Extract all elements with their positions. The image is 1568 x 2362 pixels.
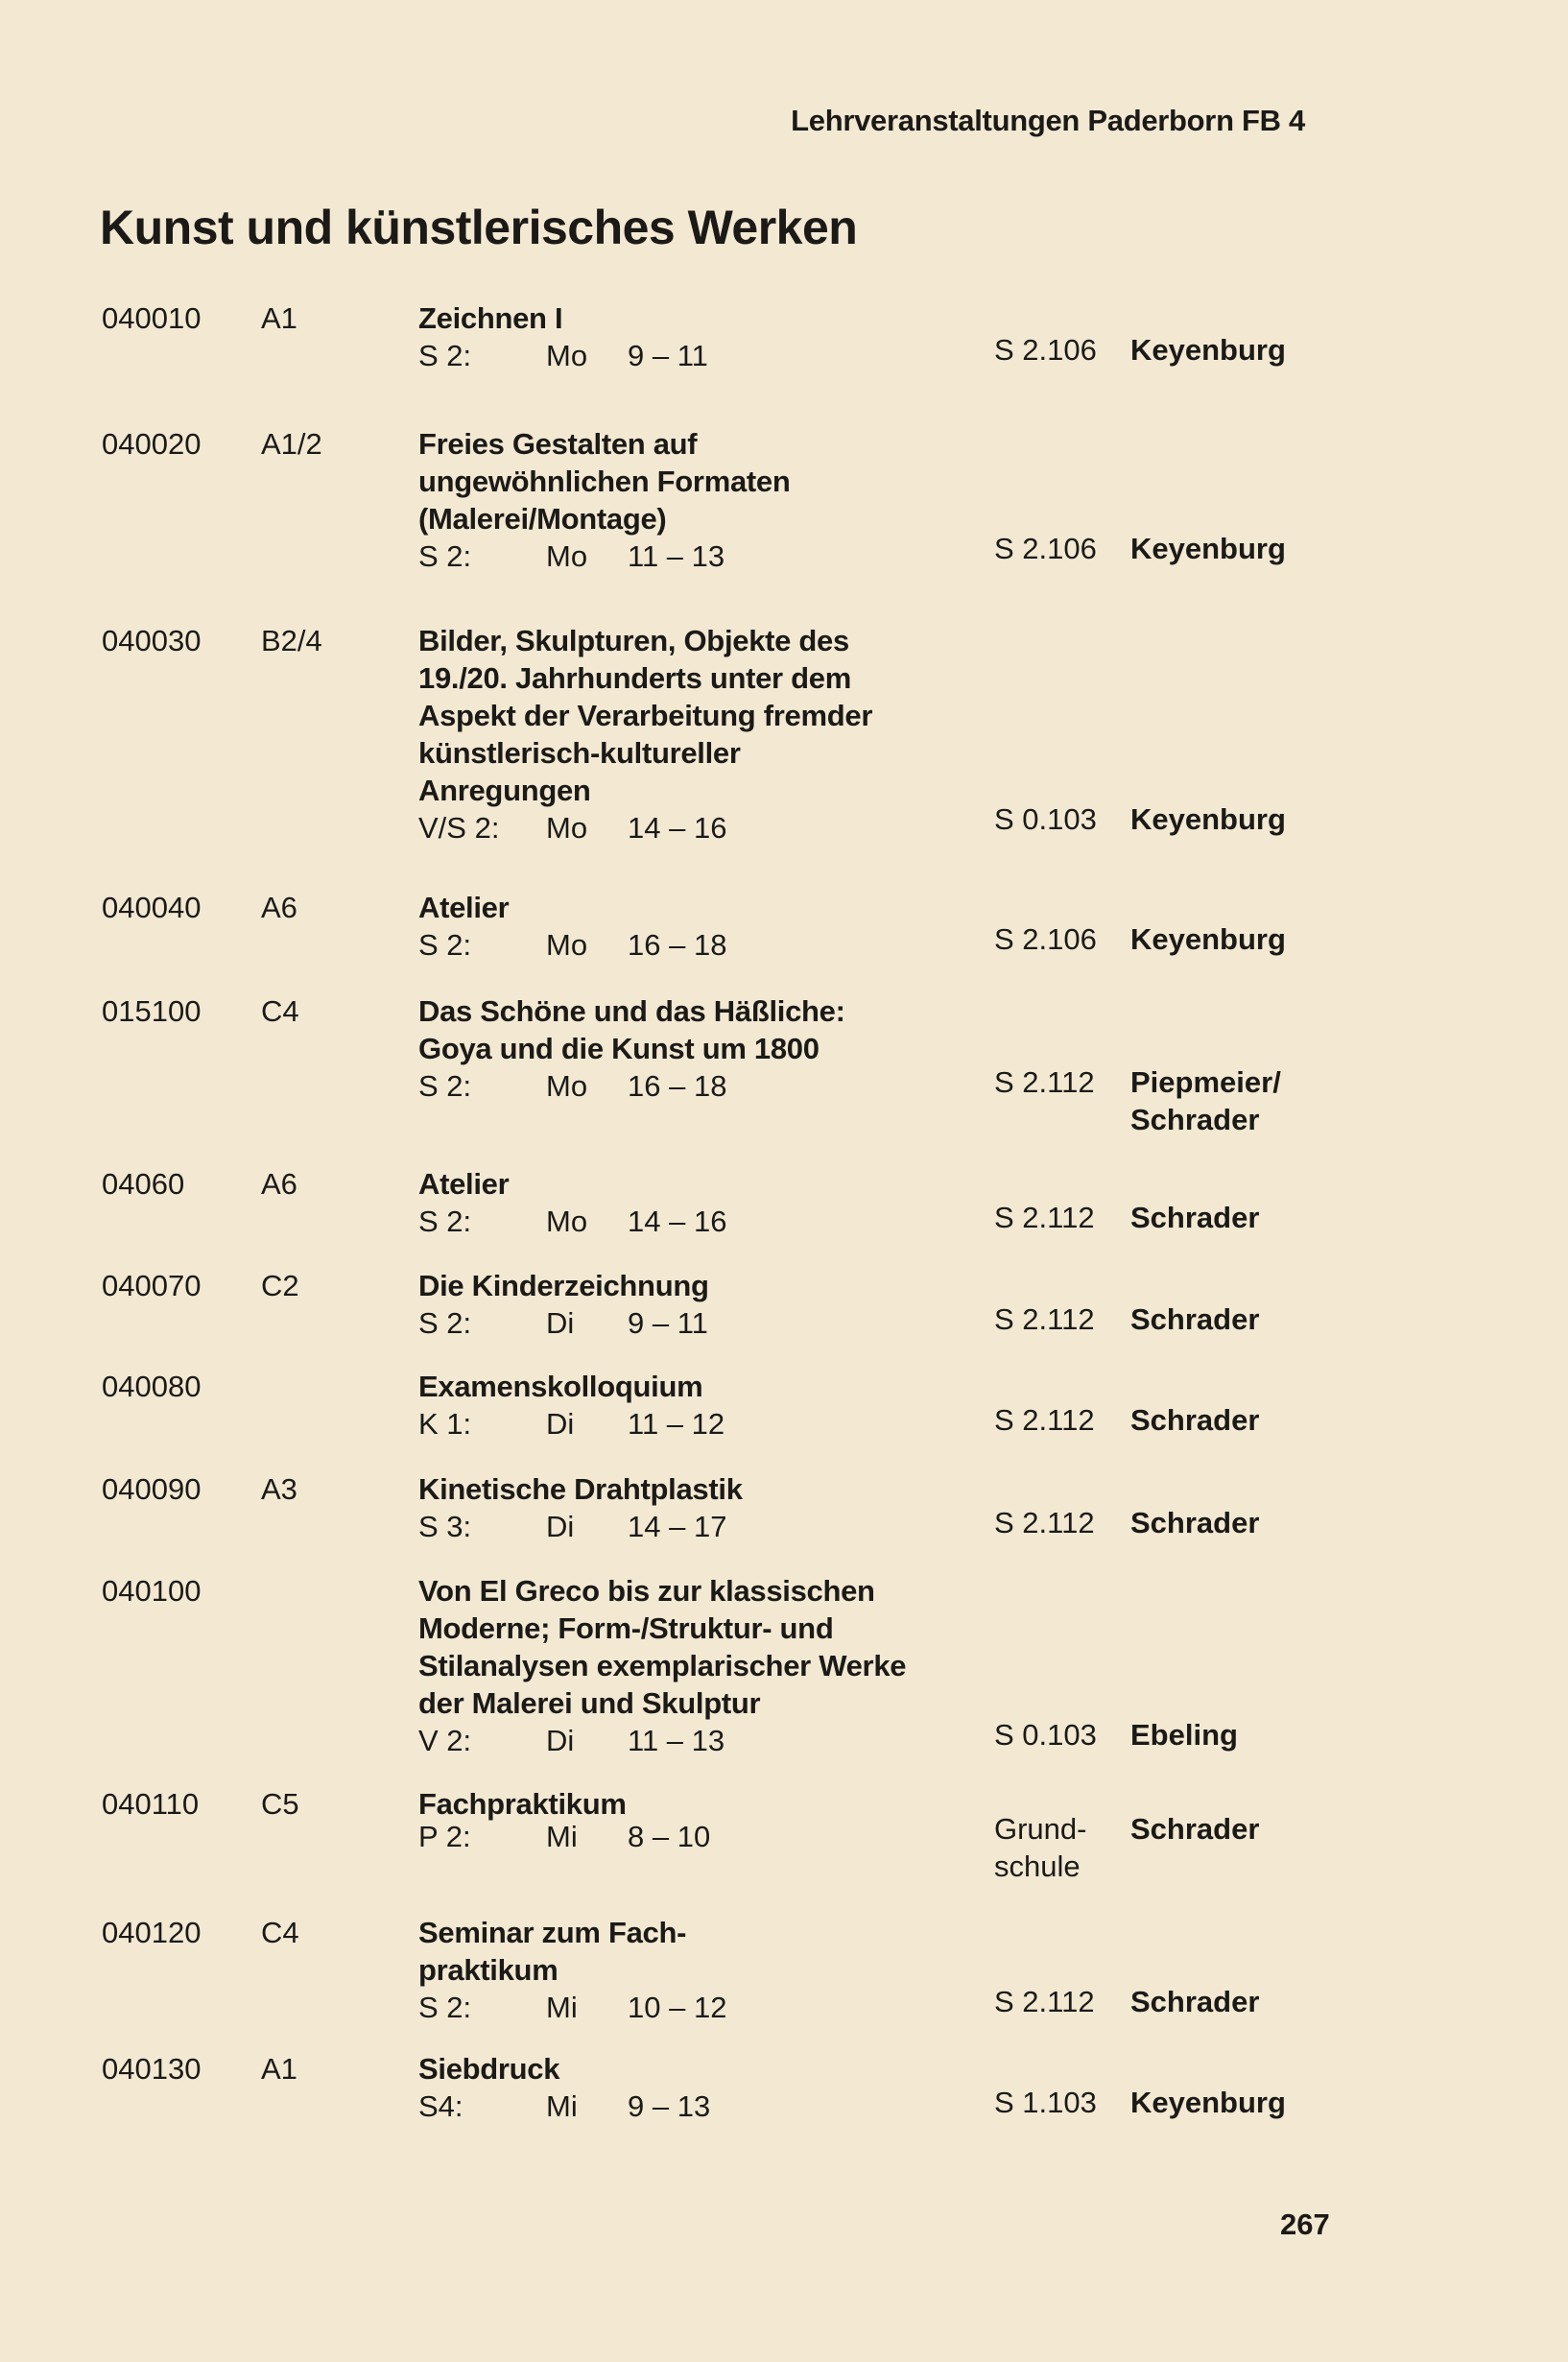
course-type: S 2: [418, 1205, 472, 1238]
course-day: Di [546, 1510, 575, 1543]
section-title: Kunst und künstlerisches Werken [100, 201, 858, 254]
course-time: 11 – 13 [628, 539, 725, 573]
course-lecturer: Keyenburg [1130, 333, 1286, 367]
course-type: K 1: [418, 1407, 472, 1441]
course-type: S 2: [418, 1069, 472, 1103]
course-number: 040070 [102, 1269, 202, 1302]
course-time: 16 – 18 [628, 928, 727, 962]
course-time: 9 – 11 [628, 1306, 708, 1340]
course-time: 10 – 12 [628, 1991, 727, 2024]
course-title: Freies Gestalten auf ungewöhnlichen Formaten (Malerei/Montage) [418, 427, 791, 536]
course-number: 040130 [102, 2052, 202, 2086]
course-time: 16 – 18 [628, 1069, 727, 1103]
course-title: Zeichnen I [418, 301, 563, 335]
course-day: Mi [546, 1991, 578, 2024]
course-time: 9 – 13 [628, 2089, 711, 2123]
course-title: Von El Greco bis zur klassischen Moderne; Form-/Struktur- und Stilanalysen exemplarischer Werke der Malerei und Skulptur [418, 1574, 907, 1720]
course-day: Di [546, 1407, 575, 1441]
course-lecturer: Keyenburg [1130, 2086, 1286, 2119]
course-day: Di [546, 1724, 575, 1757]
course-number: 040010 [102, 301, 202, 335]
course-day: Mo [546, 928, 588, 962]
course-number: 015100 [102, 994, 202, 1028]
course-title: Siebdruck [418, 2052, 560, 2086]
course-type: S 3: [418, 1510, 472, 1543]
course-room: S 2.112 [994, 1985, 1095, 2018]
course-lecturer: Schrader [1130, 1302, 1260, 1336]
course-code: A1 [261, 2052, 297, 2086]
course-code: A1 [261, 301, 297, 335]
course-lecturer: Piepmeier/ Schrader [1130, 1065, 1281, 1136]
course-room: S 1.103 [994, 2086, 1097, 2119]
course-time: 14 – 16 [628, 1205, 727, 1238]
course-lecturer: Schrader [1130, 1403, 1260, 1437]
course-code: A3 [261, 1472, 297, 1506]
course-number: 040030 [102, 624, 202, 657]
course-room: Grund- schule [994, 1812, 1087, 1883]
course-room: S 2.112 [994, 1065, 1095, 1099]
running-header: Lehrveranstaltungen Paderborn FB 4 [791, 104, 1305, 137]
course-day: Mo [546, 339, 588, 372]
course-number: 040080 [102, 1370, 202, 1403]
course-number: 040110 [102, 1787, 200, 1821]
course-code: C4 [261, 994, 299, 1028]
course-code: C2 [261, 1269, 299, 1302]
course-time: 8 – 10 [628, 1820, 711, 1853]
course-type: S 2: [418, 1306, 472, 1340]
course-day: Mo [546, 1205, 588, 1238]
course-type: S 2: [418, 339, 472, 372]
course-title: Examenskolloquium [418, 1370, 703, 1403]
course-day: Mo [546, 539, 588, 573]
course-time: 11 – 13 [628, 1724, 725, 1757]
course-time: 14 – 17 [628, 1510, 727, 1543]
course-room: S 0.103 [994, 1718, 1097, 1752]
course-code: C5 [261, 1787, 299, 1821]
course-code: A6 [261, 1167, 297, 1201]
course-type: S 2: [418, 928, 472, 962]
course-number: 04060 [102, 1167, 185, 1201]
course-number: 040120 [102, 1916, 202, 1949]
course-code: C4 [261, 1916, 299, 1949]
course-room: S 2.112 [994, 1302, 1095, 1336]
course-type: S 2: [418, 1991, 472, 2024]
course-type: S4: [418, 2089, 463, 2123]
course-number: 040040 [102, 891, 202, 924]
course-title: Kinetische Drahtplastik [418, 1472, 743, 1506]
course-type: P 2: [418, 1820, 471, 1853]
course-title: Atelier [418, 1167, 510, 1201]
course-title: Bilder, Skulpturen, Objekte des 19./20. Jahrhunderts unter dem Aspekt der Verarbeitung fremder künstlerisch-kultureller Anregungen [418, 624, 873, 807]
page-number: 267 [1280, 2207, 1330, 2241]
course-time: 9 – 11 [628, 339, 708, 372]
course-type: S 2: [418, 539, 472, 573]
course-code: A1/2 [261, 427, 322, 461]
course-room: S 2.106 [994, 922, 1097, 956]
course-day: Mo [546, 811, 588, 845]
course-title: Das Schöne und das Häßliche: Goya und die Kunst um 1800 [418, 994, 845, 1065]
course-code: A6 [261, 891, 297, 924]
course-day: Mi [546, 2089, 578, 2123]
course-lecturer: Ebeling [1130, 1718, 1238, 1752]
course-time: 11 – 12 [628, 1407, 725, 1441]
course-room: S 2.106 [994, 333, 1097, 367]
course-day: Di [546, 1306, 575, 1340]
course-title: Fachpraktikum [418, 1787, 627, 1821]
course-title: Seminar zum Fach- praktikum [418, 1916, 687, 1987]
course-lecturer: Keyenburg [1130, 922, 1286, 956]
course-lecturer: Schrader [1130, 1506, 1260, 1539]
course-lecturer: Schrader [1130, 1812, 1260, 1846]
course-time: 14 – 16 [628, 811, 727, 845]
course-room: S 0.103 [994, 802, 1097, 836]
course-type: V/S 2: [418, 811, 500, 845]
course-lecturer: Schrader [1130, 1985, 1260, 2018]
course-lecturer: Keyenburg [1130, 802, 1286, 836]
course-code: B2/4 [261, 624, 322, 657]
course-room: S 2.112 [994, 1403, 1095, 1437]
course-room: S 2.112 [994, 1201, 1095, 1234]
course-number: 040100 [102, 1574, 202, 1608]
course-type: V 2: [418, 1724, 472, 1757]
course-day: Mi [546, 1820, 578, 1853]
course-room: S 2.106 [994, 532, 1097, 565]
course-title: Die Kinderzeichnung [418, 1269, 709, 1302]
course-room: S 2.112 [994, 1506, 1095, 1539]
course-day: Mo [546, 1069, 588, 1103]
course-lecturer: Keyenburg [1130, 532, 1286, 565]
course-number: 040020 [102, 427, 202, 461]
course-title: Atelier [418, 891, 510, 924]
course-number: 040090 [102, 1472, 202, 1506]
course-lecturer: Schrader [1130, 1201, 1260, 1234]
